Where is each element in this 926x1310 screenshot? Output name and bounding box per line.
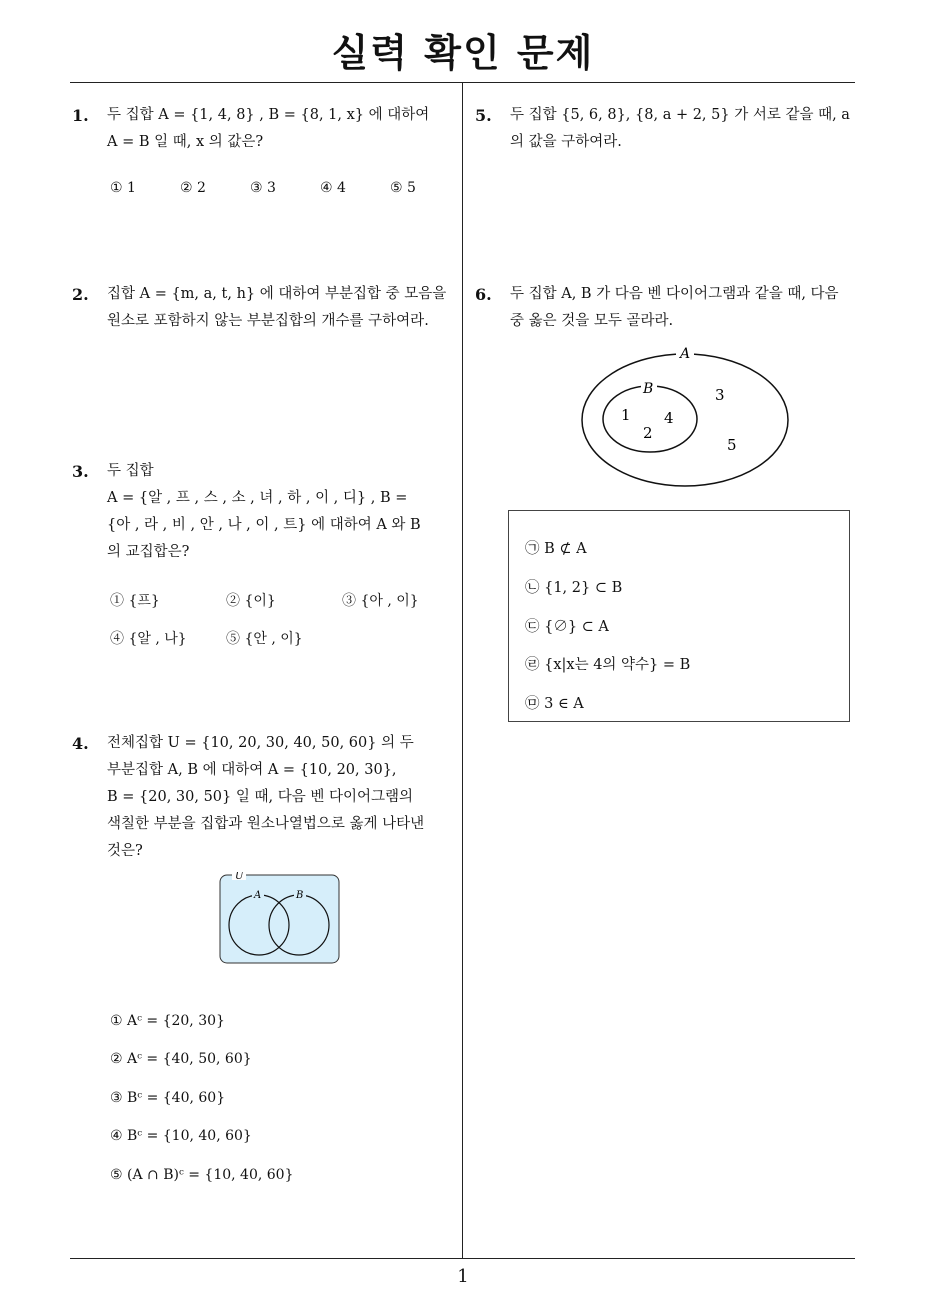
question-line: 부분집합 A, B 에 대하여 A = {10, 20, 30}, [107,762,397,778]
q6-options-box [508,510,850,722]
question-text [107,458,452,566]
question-3 [72,458,452,566]
choice-5[interactable]: ⑤ {안 , 이} [226,631,303,647]
question-text [107,730,457,865]
set-a-label: A [680,346,691,362]
set-b-label: B [643,381,654,397]
question-text [510,102,860,156]
element-4: 4 [664,409,674,427]
b-label: B [296,890,304,901]
option-5[interactable]: ㉤ 3 ∈ A [525,696,584,712]
a-label: A [254,890,262,901]
question-line: 집합 A = {m, a, t, h} 에 대하여 부분집합 중 모음을 [107,286,447,302]
choice-3[interactable]: ③ 3 [250,180,276,196]
question-1 [72,102,452,156]
question-line: {아 , 라 , 비 , 안 , 나 , 이 , 트} 에 대하여 A 와 B [107,517,421,533]
option-1[interactable]: ㉠ B ⊄ A [525,541,587,557]
page-number: 1 [457,1266,469,1287]
choice-1[interactable]: ① 1 [110,180,136,196]
question-4 [72,730,457,865]
choice-1[interactable]: ① {프} [110,593,160,609]
choice-2[interactable]: ② 2 [180,180,206,196]
question-line: 두 집합 A, B 가 다음 벤 다이어그램과 같을 때, 다음 [510,286,839,302]
question-line: 것은? [107,843,143,859]
choice-1[interactable]: ① Aᶜ = {20, 30} [110,1013,225,1029]
element-5: 5 [727,436,737,454]
option-3[interactable]: ㉢ {∅} ⊂ A [525,619,609,635]
choice-4[interactable]: ④ {알 , 나} [110,631,187,647]
question-number: 1. [72,106,89,125]
question-text [107,102,452,156]
choice-3[interactable]: ③ Bᶜ = {40, 60} [110,1090,226,1106]
choice-5[interactable]: ⑤ 5 [390,180,416,196]
q6-venn-diagram [580,343,790,489]
universal-set-box [220,875,339,963]
option-2[interactable]: ㉡ {1, 2} ⊂ B [525,580,623,596]
option-4[interactable]: ㉣ {x|x는 4의 약수} = B [525,657,691,673]
element-3: 3 [715,386,725,404]
question-line: 중 옳은 것을 모두 골라라. [510,313,674,329]
question-number: 6. [475,285,492,304]
element-2: 2 [643,424,653,442]
q4-venn-diagram [219,872,341,965]
question-line: 의 값을 구하여라. [510,134,622,150]
question-number: 3. [72,462,89,481]
choice-2[interactable]: ② Aᶜ = {40, 50, 60} [110,1051,252,1067]
question-line: 두 집합 A = {1, 4, 8} , B = {8, 1, x} 에 대하여 [107,107,430,123]
question-line: A = B 일 때, x 의 값은? [107,134,264,150]
question-text [510,281,860,335]
page-title: 실력 확인 문제 [331,31,595,75]
choice-4[interactable]: ④ 4 [320,180,346,196]
question-number: 4. [72,734,89,753]
question-line: A = {알 , 프 , 스 , 소 , 녀 , 하 , 이 , 디} , B = [107,490,408,506]
choice-2[interactable]: ② {이} [226,593,276,609]
question-line: 의 교집합은? [107,544,190,560]
question-2 [72,281,457,335]
choice-3[interactable]: ③ {아 , 이} [342,593,419,609]
question-6 [475,281,860,335]
question-line: 전체집합 U = {10, 20, 30, 40, 50, 60} 의 두 [107,735,414,751]
question-line: 두 집합 {5, 6, 8}, {8, a + 2, 5} 가 서로 같을 때, a [510,107,850,123]
question-5 [475,102,860,156]
question-line: B = {20, 30, 50} 일 때, 다음 벤 다이어그램의 [107,789,413,805]
question-line: 색칠한 부분을 집합과 원소나열법으로 옳게 나타낸 [107,816,425,832]
column-divider [462,83,463,1259]
question-line: 원소로 포함하지 않는 부분집합의 개수를 구하여라. [107,313,429,329]
choice-5[interactable]: ⑤ (A ∩ B)ᶜ = {10, 40, 60} [110,1167,294,1183]
question-text [107,281,457,335]
u-label: U [235,872,244,882]
question-number: 5. [475,106,492,125]
question-number: 2. [72,285,89,304]
outer-set-a [582,354,788,486]
question-line: 두 집합 [107,463,154,479]
element-1: 1 [621,406,631,424]
bottom-rule [70,1258,855,1259]
choice-4[interactable]: ④ Bᶜ = {10, 40, 60} [110,1128,252,1144]
